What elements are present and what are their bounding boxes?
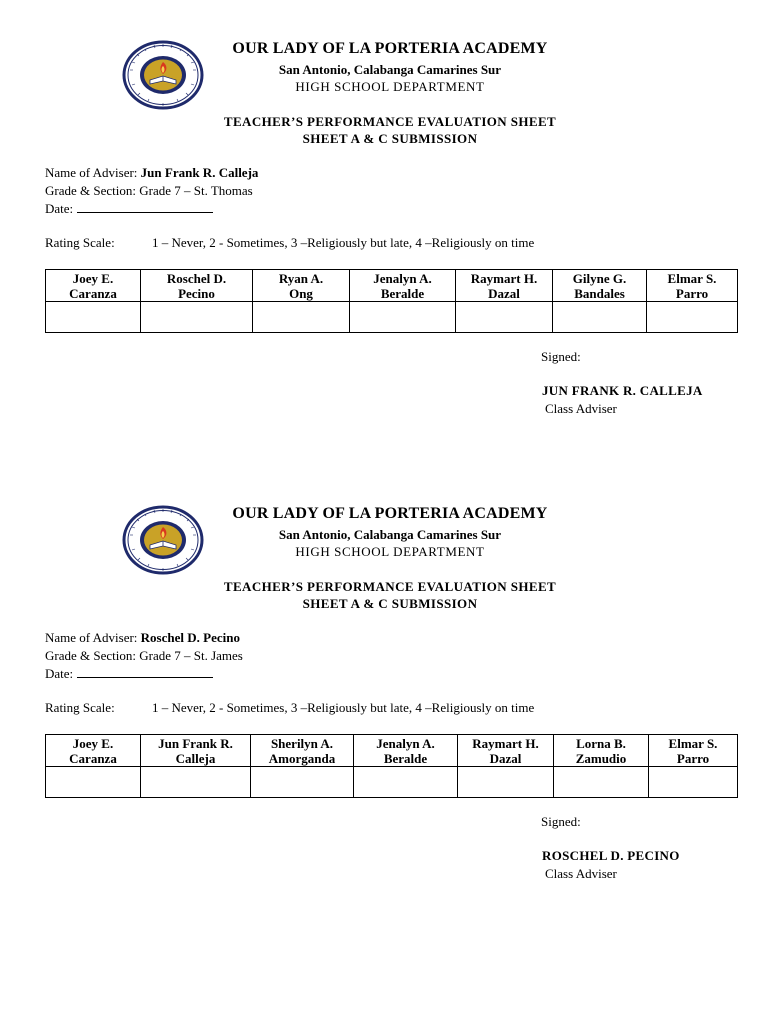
rating-input-row [46,302,738,333]
signed-label: Signed: [541,349,581,364]
form-subtitle: SHEET A & C SUBMISSION [302,131,478,146]
teacher-cell: Roschel D. Pecino [141,270,253,302]
grade-section-field [45,183,253,199]
teacher-cell: Ryan A. Ong [253,270,350,302]
teacher-cell: Joey E. Caranza [46,735,141,767]
school-department: HIGH SCHOOL DEPARTMENT [295,544,485,559]
form-title: TEACHER’S PERFORMANCE EVALUATION SHEET [223,114,557,129]
adviser-name: Jun Frank R. Calleja [140,165,259,180]
evaluation-sheet-1 [0,0,768,465]
date-label: Date: [45,201,74,216]
teacher-cell: Joey E. Caranza [46,270,141,302]
grade-section-value: Grade 7 – St. James [139,648,243,663]
rating-cell[interactable] [354,767,458,798]
form-title: TEACHER’S PERFORMANCE EVALUATION SHEET [223,579,557,594]
adviser-field [45,630,240,646]
teacher-cell: Jun Frank R. Calleja [141,735,251,767]
signatory-name: JUN FRANK R. CALLEJA [542,383,703,398]
rating-cell[interactable] [554,767,649,798]
signatory-role: Class Adviser [545,866,617,881]
teacher-cell: Sherilyn A. Amorganda [251,735,354,767]
rating-cell[interactable] [458,767,554,798]
teacher-cell: Jenalyn A. Beralde [354,735,458,767]
rating-scale-field [45,235,535,251]
teacher-cell: Lorna B. Zamudio [554,735,649,767]
rating-cell[interactable] [141,767,251,798]
rating-scale-field [45,700,535,716]
school-address: San Antonio, Calabanga Camarines Sur [278,527,502,542]
adviser-name: Roschel D. Pecino [140,630,240,645]
evaluation-table [45,734,738,798]
rating-scale-text: 1 – Never, 2 - Sometimes, 3 –Religiously but late, 4 –Religiously on time [152,235,535,250]
signed-label: Signed: [541,814,581,829]
date-blank-line[interactable] [77,666,213,678]
rating-cell[interactable] [251,767,354,798]
adviser-field [45,165,258,181]
grade-section-label: Grade & Section: [45,648,136,663]
school-name: OUR LADY OF LA PORTERIA ACADEMY [232,505,548,522]
rating-cell[interactable] [350,302,456,333]
rating-scale-label: Rating Scale: [45,235,115,250]
teacher-cell: Raymart H. Dazal [456,270,553,302]
teacher-cell: Raymart H. Dazal [458,735,554,767]
form-subtitle: SHEET A & C SUBMISSION [302,596,478,611]
school-department: HIGH SCHOOL DEPARTMENT [295,79,485,94]
rating-scale-label: Rating Scale: [45,700,115,715]
rating-scale-text: 1 – Never, 2 - Sometimes, 3 –Religiously but late, 4 –Religiously on time [152,700,535,715]
date-field [45,666,213,682]
rating-cell[interactable] [46,767,141,798]
signatory-name: ROSCHEL D. PECINO [542,848,680,863]
teacher-names-row [46,735,738,767]
rating-cell[interactable] [141,302,253,333]
school-name: OUR LADY OF LA PORTERIA ACADEMY [232,40,548,57]
rating-cell[interactable] [647,302,738,333]
teacher-cell: Jenalyn A. Beralde [350,270,456,302]
evaluation-sheet-2 [0,465,768,930]
date-field [45,201,213,217]
adviser-label: Name of Adviser: [45,630,138,645]
date-blank-line[interactable] [77,201,213,213]
grade-section-value: Grade 7 – St. Thomas [139,183,253,198]
teacher-cell: Elmar S. Parro [649,735,738,767]
signatory-role: Class Adviser [545,401,617,416]
rating-cell[interactable] [456,302,553,333]
evaluation-table [45,269,738,333]
teacher-cell: Elmar S. Parro [647,270,738,302]
grade-section-label: Grade & Section: [45,183,136,198]
rating-input-row [46,767,738,798]
adviser-label: Name of Adviser: [45,165,138,180]
school-address: San Antonio, Calabanga Camarines Sur [278,62,502,77]
teacher-names-row [46,270,738,302]
rating-cell[interactable] [253,302,350,333]
rating-cell[interactable] [649,767,738,798]
grade-section-field [45,648,243,664]
rating-cell[interactable] [553,302,647,333]
teacher-cell: Gilyne G. Bandales [553,270,647,302]
date-label: Date: [45,666,74,681]
rating-cell[interactable] [46,302,141,333]
